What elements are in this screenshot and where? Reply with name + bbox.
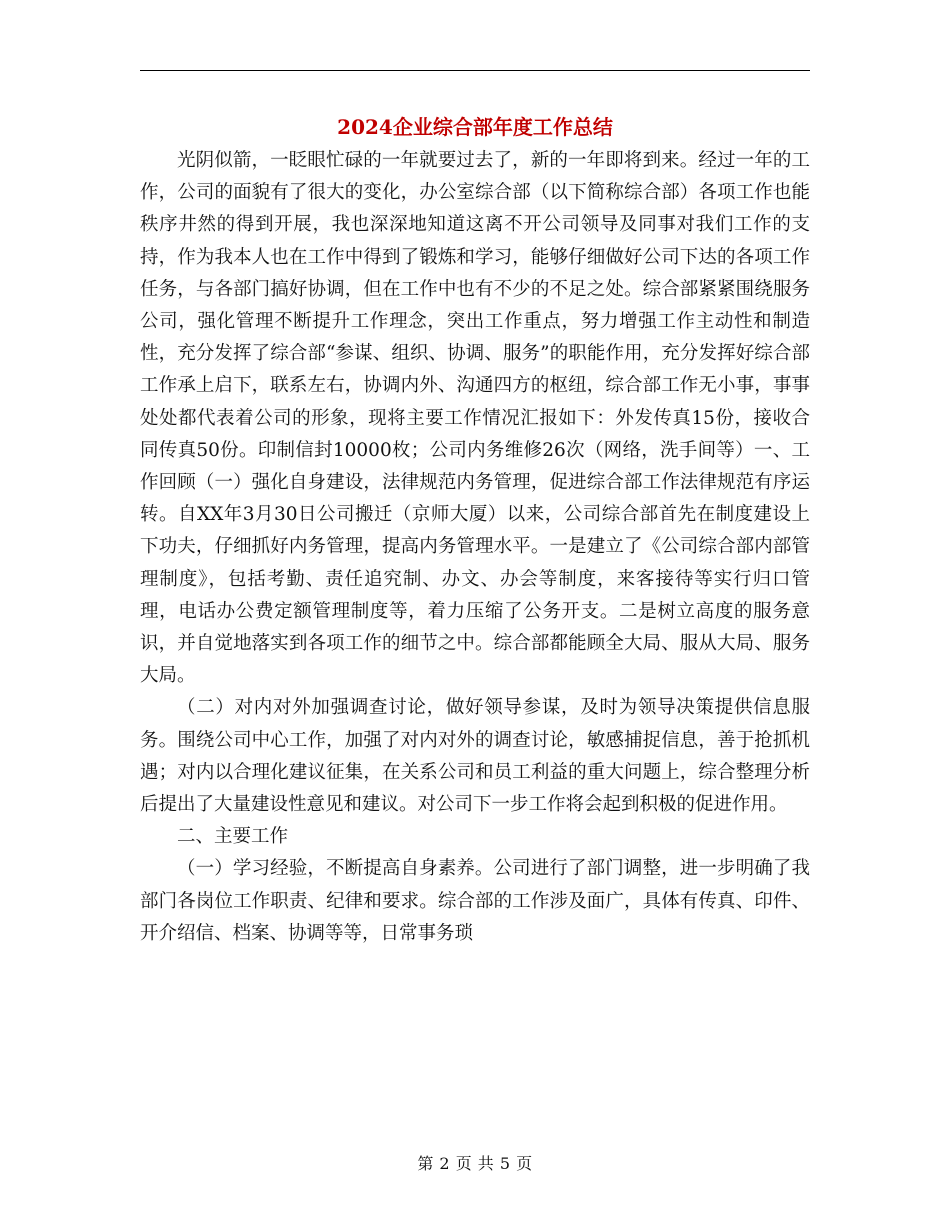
paragraph-research: （二）对内对外加强调查讨论，做好领导参谋，及时为领导决策提供信息服务。围绕公司中心工作，加强了对内对外的调查讨论，敏感捕捉信息，善于抢抓机遇；对内以合理化建议征集，在关系公司和员工利益的重大问题上，综合整理分析后提出了大量建设性意见和建议。对公司下一步工作将会起到积极的促进作用。 — [140, 697, 810, 816]
header-rule — [140, 70, 810, 71]
section-heading-main-work: 二、主要工作 — [177, 826, 289, 848]
page-number: 第 2 页 共 5 页 — [417, 1154, 533, 1173]
document-body — [140, 145, 810, 950]
paragraph-study: （一）学习经验，不断提高自身素养。公司进行了部门调整，进一步明确了我部门各岗位工作职责、纪律和要求。综合部的工作涉及面广，具体有传真、印件、开介绍信、档案、协调等等，日常事务琐 — [140, 858, 810, 944]
document-title: 2024企业综合部年度工作总结 — [337, 115, 613, 139]
paragraph-intro: 光阴似箭，一眨眼忙碌的一年就要过去了，新的一年即将到来。经过一年的工作，公司的面貌有了很大的变化，办公室综合部（以下简称综合部）各项工作也能秩序井然的得到开展，我也深深地知道这离不开公司领导及同事对我们工作的支持，作为我本人也在工作中得到了锻炼和学习，能够仔细做好公司下达的各项工作任务，与各部门搞好协调，但在工作中也有不少的不足之处。综合部紧紧围绕服务公司，强化管理不断提升工作理念，突出工作重点，努力增强工作主动性和制造性，充分发挥了综合部“参谋、组织、协调、服务”的职能作用，充分发挥好综合部工作承上启下，联系左右，协调内外、沟通四方的枢纽，综合部工作无小事，事事处处都代表着公司的形象，现将主要工作情况汇报如下：外发传真15份，接收合同传真50份。印制信封10000枚；公司内务维修26次（网络，洗手间等）一、工作回顾（一）强化自身建设，法律规范内务管理，促进综合部工作法律规范有序运转。自XX年3月30日公司搬迁（京师大厦）以来，公司综合部首先在制度建设上下功夫，仔细抓好内务管理，提高内务管理水平。一是建立了《公司综合部内部管理制度》，包括考勤、责任追究制、办文、办会等制度，来客接待等实行归口管理，电话办公费定额管理制度等，着力压缩了公务开支。二是树立高度的服务意识，并自觉地落实到各项工作的细节之中。综合部都能顾全大局、服从大局、服务大局。 — [140, 150, 810, 687]
